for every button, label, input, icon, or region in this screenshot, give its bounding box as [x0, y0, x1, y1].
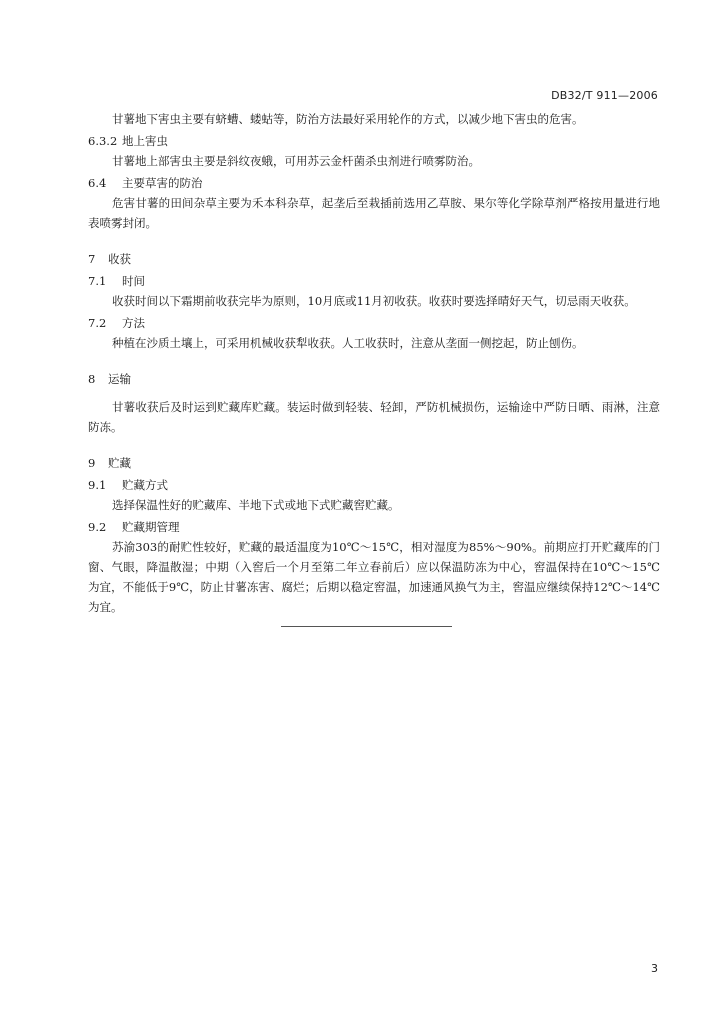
- heading-title: 贮藏期管理: [122, 520, 180, 534]
- heading-7: [88, 249, 660, 269]
- heading-title: 主要草害的防治: [122, 176, 203, 190]
- paragraph-harvest-time: 收获时间以下霜期前收获完毕为原则，10月底或11月初收获。收获时要选择晴好天气，切忌雨天收获。: [112, 294, 636, 308]
- heading-title: 收获: [108, 252, 131, 266]
- paragraph-storage-management: 苏渝303的耐贮性较好，贮藏的最适温度为10℃～15℃，相对湿度为85%～90%。前期应打开贮藏库的门窗、气眼，降温散湿；中期（入窖后一个月至第二年立春前后）应以保温防冻为中心，窖温保持在10℃～15℃为宜，不能低于9℃，防止甘薯冻害、腐烂；后期以稳定窖温，加速通风换气为主，窖温应继续保持12℃～14℃为宜。: [88, 540, 660, 614]
- paragraph-underground-pests: 甘薯地下害虫主要有蛴螬、蝼蛄等，防治方法最好采用轮作的方式，以减少地下害虫的危害。: [112, 112, 584, 126]
- page-number: 3: [651, 962, 658, 975]
- paragraph-weeds: 危害甘薯的田间杂草主要为禾本科杂草，起垄后至栽插前选用乙草胺、果尔等化学除草剂严格按用量进行地表喷雾封闭。: [88, 196, 660, 230]
- heading-6-3-2: [88, 131, 660, 151]
- end-divider: [281, 626, 452, 627]
- heading-7-2: [88, 313, 660, 333]
- heading-title: 贮藏方式: [122, 478, 168, 492]
- heading-number: 9.1: [88, 478, 107, 492]
- heading-title: 方法: [122, 316, 145, 330]
- document-code: DB32/T 911—2006: [551, 89, 658, 102]
- heading-number: 7.1: [88, 274, 107, 288]
- heading-title: 运输: [108, 372, 131, 386]
- heading-number: 9.2: [88, 520, 107, 534]
- document-body: [88, 109, 660, 617]
- heading-9-2: [88, 517, 660, 537]
- heading-title: 地上害虫: [122, 134, 168, 148]
- paragraph-above-ground-pests: 甘薯地上部害虫主要是斜纹夜蛾，可用苏云金杆菌杀虫剂进行喷雾防治。: [112, 154, 480, 168]
- heading-7-1: [88, 271, 660, 291]
- heading-9: [88, 453, 660, 473]
- heading-9-1: [88, 475, 660, 495]
- heading-title: 时间: [122, 274, 145, 288]
- heading-number: 7.2: [88, 316, 107, 330]
- heading-number: 9: [88, 456, 96, 470]
- paragraph-storage-method: 选择保温性好的贮藏库、半地下式或地下式贮藏窖贮藏。: [112, 498, 400, 512]
- heading-number: 6.4: [88, 176, 107, 190]
- paragraph-transport: 甘薯收获后及时运到贮藏库贮藏。装运时做到轻装、轻卸，严防机械损伤，运输途中严防日晒、雨淋，注意防冻。: [88, 400, 660, 434]
- heading-8: [88, 369, 660, 389]
- heading-title: 贮藏: [108, 456, 131, 470]
- heading-number: 7: [88, 252, 96, 266]
- heading-number: 8: [88, 372, 96, 386]
- heading-number: 6.3.2: [88, 134, 118, 148]
- heading-6-4: [88, 173, 660, 193]
- paragraph-harvest-method: 种植在沙质土壤上，可采用机械收获犁收获。人工收获时，注意从垄面一侧挖起，防止刨伤。: [112, 336, 584, 350]
